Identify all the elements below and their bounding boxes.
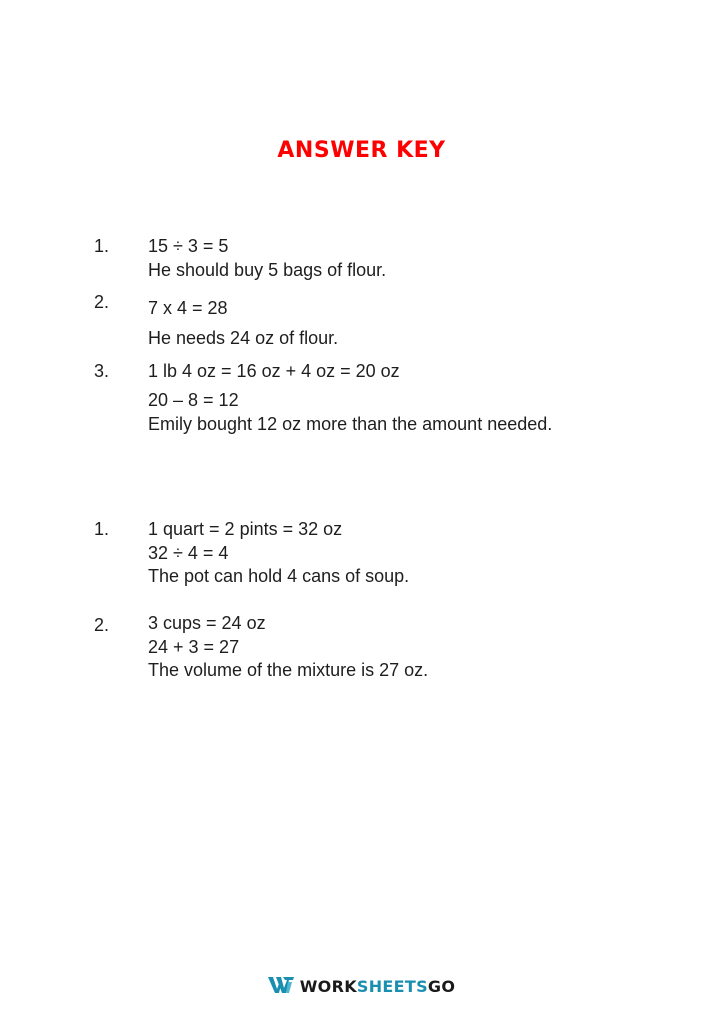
brand-name <box>300 977 456 996</box>
answer-line: 32 ÷ 4 = 4 <box>148 543 229 563</box>
answer-line: 24 + 3 = 27 <box>148 637 240 657</box>
brand-work: WORK <box>299 976 357 996</box>
brand-go: GO <box>427 976 456 996</box>
worksheetsgo-w-logo-icon <box>268 976 294 996</box>
item-number: 1. <box>94 236 110 256</box>
answer-line: The pot can hold 4 cans of soup. <box>148 566 410 586</box>
answer-line: 1 lb 4 oz = 16 oz + 4 oz = 20 oz <box>148 361 400 381</box>
answer-line: 1 quart = 2 pints = 32 oz <box>148 519 343 539</box>
answer-line: 15 ÷ 3 = 5 <box>148 236 229 256</box>
answer-line: He should buy 5 bags of flour. <box>148 260 387 280</box>
item-number: 2. <box>94 615 110 635</box>
brand-sheets: SHEETS <box>356 976 428 996</box>
footer-logo <box>0 976 723 996</box>
answer-line: The volume of the mixture is 27 oz. <box>148 660 429 680</box>
answer-line: 20 – 8 = 12 <box>148 390 239 410</box>
item-number: 1. <box>94 519 110 539</box>
answer-line: 3 cups = 24 oz <box>148 613 266 633</box>
item-number: 3. <box>94 361 110 381</box>
answer-line: Emily bought 12 oz more than the amount needed. <box>148 414 553 434</box>
page-title: ANSWER KEY <box>277 138 446 163</box>
answer-line: He needs 24 oz of flour. <box>148 328 339 348</box>
item-number: 2. <box>94 292 110 312</box>
answer-line: 7 x 4 = 28 <box>148 298 228 318</box>
